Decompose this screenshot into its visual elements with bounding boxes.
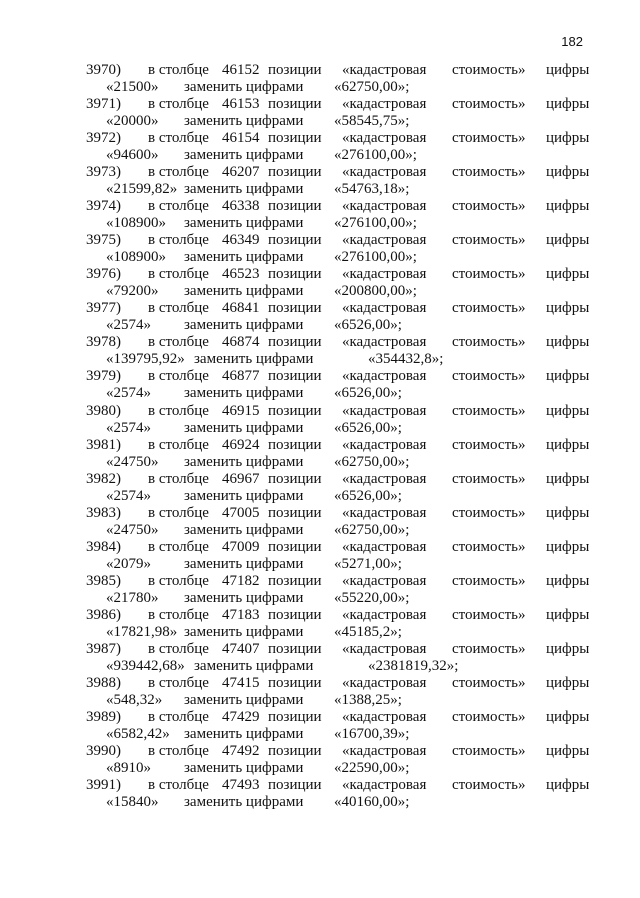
position-number: 47009 (222, 538, 260, 555)
old-value: «139795,92» (106, 351, 185, 368)
position-label: позиции (268, 334, 322, 351)
amendment-entry (0, 777, 640, 811)
position-label: позиции (268, 62, 322, 78)
replace-text: заменить цифрами (184, 555, 304, 572)
position-label: позиции (268, 164, 322, 181)
entry-number: 3985) (86, 572, 121, 589)
amendment-entry (0, 96, 640, 130)
old-value: «2079» (106, 555, 151, 572)
in-column-text: в столбце (148, 232, 209, 249)
entry-number: 3988) (86, 674, 121, 691)
value-text: стоимость» (452, 266, 526, 283)
position-label: позиции (268, 436, 322, 453)
entry-number: 3972) (86, 130, 121, 147)
in-column-text: в столбце (148, 198, 209, 215)
digits-text: цифры (546, 62, 590, 78)
entry-number: 3971) (86, 96, 121, 112)
replace-text: заменить цифрами (184, 215, 304, 232)
replace-text: заменить цифрами (184, 419, 304, 436)
entry-number: 3986) (86, 606, 121, 623)
old-value: «21500» (106, 79, 159, 95)
in-column-text: в столбце (148, 62, 209, 78)
amendment-entry (0, 300, 640, 334)
in-column-text: в столбце (148, 436, 209, 453)
position-label: позиции (268, 300, 322, 317)
in-column-text: в столбце (148, 674, 209, 691)
position-number: 47005 (222, 504, 260, 521)
position-label: позиции (268, 96, 322, 112)
digits-text: цифры (546, 96, 590, 112)
entry-number: 3976) (86, 266, 121, 283)
new-value: «62750,00»; (334, 453, 410, 470)
entry-number: 3989) (86, 708, 121, 725)
in-column-text: в столбце (148, 640, 209, 657)
position-label: позиции (268, 674, 322, 691)
amendment-entry (0, 607, 640, 641)
digits-text: цифры (546, 436, 590, 453)
position-number: 46924 (222, 436, 260, 453)
digits-text: цифры (546, 743, 590, 759)
amendment-entry (0, 743, 640, 777)
position-label: позиции (268, 266, 322, 283)
new-value: «22590,00»; (334, 760, 410, 776)
replace-text: заменить цифрами (184, 317, 304, 334)
value-text: стоимость» (452, 708, 526, 725)
amendment-entry (0, 539, 640, 573)
entry-number: 3982) (86, 470, 121, 487)
entry-number: 3983) (86, 504, 121, 521)
amendment-entry (0, 403, 640, 437)
position-label: позиции (268, 777, 322, 793)
digits-text: цифры (546, 708, 590, 725)
in-column-text: в столбце (148, 130, 209, 147)
position-label: позиции (268, 402, 322, 419)
value-text: стоимость» (452, 436, 526, 453)
digits-text: цифры (546, 402, 590, 419)
old-value: «2574» (106, 317, 151, 334)
cadastral-text: «кадастровая (342, 62, 427, 78)
replace-text: заменить цифрами (184, 453, 304, 470)
new-value: «6526,00»; (334, 487, 402, 504)
replace-text: заменить цифрами (184, 691, 304, 708)
position-number: 46915 (222, 402, 260, 419)
cadastral-text: «кадастровая (342, 198, 427, 215)
in-column-text: в столбце (148, 164, 209, 181)
position-number: 47415 (222, 674, 260, 691)
amendment-entry (0, 62, 640, 96)
digits-text: цифры (546, 470, 590, 487)
page-number: 182 (561, 34, 583, 49)
new-value: «276100,00»; (334, 215, 417, 232)
amendment-entry (0, 709, 640, 743)
amendment-entry (0, 675, 640, 709)
old-value: «21780» (106, 589, 159, 606)
position-number: 47492 (222, 743, 260, 759)
entry-number: 3975) (86, 232, 121, 249)
digits-text: цифры (546, 606, 590, 623)
in-column-text: в столбце (148, 708, 209, 725)
cadastral-text: «кадастровая (342, 164, 427, 181)
position-number: 46967 (222, 470, 260, 487)
position-number: 46207 (222, 164, 260, 181)
entry-number: 3990) (86, 743, 121, 759)
replace-text: заменить цифрами (184, 181, 304, 198)
in-column-text: в столбце (148, 743, 209, 759)
position-label: позиции (268, 232, 322, 249)
position-label: позиции (268, 130, 322, 147)
replace-text: заменить цифрами (194, 351, 314, 368)
old-value: «2574» (106, 419, 151, 436)
replace-text: заменить цифрами (184, 794, 304, 810)
entry-number: 3987) (86, 640, 121, 657)
replace-text: заменить цифрами (184, 589, 304, 606)
old-value: «548,32» (106, 691, 163, 708)
old-value: «8910» (106, 760, 151, 776)
position-number: 46841 (222, 300, 260, 317)
value-text: стоимость» (452, 470, 526, 487)
value-text: стоимость» (452, 198, 526, 215)
new-value: «354432,8»; (368, 351, 444, 368)
digits-text: цифры (546, 130, 590, 147)
new-value: «58545,75»; (334, 113, 410, 129)
position-label: позиции (268, 470, 322, 487)
digits-text: цифры (546, 232, 590, 249)
new-value: «1388,25»; (334, 691, 402, 708)
new-value: «62750,00»; (334, 521, 410, 538)
position-number: 46154 (222, 130, 260, 147)
replace-text: заменить цифрами (184, 113, 304, 129)
replace-text: заменить цифрами (184, 249, 304, 266)
amendment-entry (0, 573, 640, 607)
digits-text: цифры (546, 640, 590, 657)
amendment-entry (0, 334, 640, 368)
entry-number: 3974) (86, 198, 121, 215)
value-text: стоимость» (452, 743, 526, 759)
new-value: «2381819,32»; (368, 657, 459, 674)
cadastral-text: «кадастровая (342, 504, 427, 521)
position-number: 47407 (222, 640, 260, 657)
position-label: позиции (268, 606, 322, 623)
new-value: «55220,00»; (334, 589, 410, 606)
digits-text: цифры (546, 504, 590, 521)
value-text: стоимость» (452, 538, 526, 555)
value-text: стоимость» (452, 232, 526, 249)
in-column-text: в столбце (148, 777, 209, 793)
old-value: «15840» (106, 794, 159, 810)
cadastral-text: «кадастровая (342, 334, 427, 351)
entry-number: 3981) (86, 436, 121, 453)
replace-text: заменить цифрами (184, 623, 304, 640)
old-value: «79200» (106, 283, 159, 300)
old-value: «2574» (106, 487, 151, 504)
cadastral-text: «кадастровая (342, 402, 427, 419)
replace-text: заменить цифрами (184, 725, 304, 742)
new-value: «6526,00»; (334, 385, 402, 402)
position-number: 46153 (222, 96, 260, 112)
entry-number: 3973) (86, 164, 121, 181)
position-number: 46152 (222, 62, 260, 78)
entry-number: 3979) (86, 368, 121, 385)
old-value: «24750» (106, 521, 159, 538)
value-text: стоимость» (452, 164, 526, 181)
value-text: стоимость» (452, 62, 526, 78)
in-column-text: в столбце (148, 300, 209, 317)
cadastral-text: «кадастровая (342, 470, 427, 487)
new-value: «45185,2»; (334, 623, 402, 640)
replace-text: заменить цифрами (184, 385, 304, 402)
old-value: «108900» (106, 249, 166, 266)
old-value: «21599,82» (106, 181, 178, 198)
cadastral-text: «кадастровая (342, 606, 427, 623)
entry-number: 3977) (86, 300, 121, 317)
new-value: «54763,18»; (334, 181, 410, 198)
amendment-entry (0, 198, 640, 232)
value-text: стоимость» (452, 572, 526, 589)
replace-text: заменить цифрами (184, 760, 304, 776)
entry-number: 3984) (86, 538, 121, 555)
digits-text: цифры (546, 777, 590, 793)
value-text: стоимость» (452, 504, 526, 521)
value-text: стоимость» (452, 674, 526, 691)
amendment-entry (0, 641, 640, 675)
new-value: «6526,00»; (334, 317, 402, 334)
new-value: «276100,00»; (334, 147, 417, 164)
digits-text: цифры (546, 572, 590, 589)
position-number: 46523 (222, 266, 260, 283)
in-column-text: в столбце (148, 334, 209, 351)
in-column-text: в столбце (148, 368, 209, 385)
value-text: стоимость» (452, 96, 526, 112)
in-column-text: в столбце (148, 96, 209, 112)
position-number: 46877 (222, 368, 260, 385)
value-text: стоимость» (452, 606, 526, 623)
value-text: стоимость» (452, 300, 526, 317)
cadastral-text: «кадастровая (342, 96, 427, 112)
digits-text: цифры (546, 674, 590, 691)
amendment-entry (0, 164, 640, 198)
cadastral-text: «кадастровая (342, 743, 427, 759)
position-number: 46338 (222, 198, 260, 215)
in-column-text: в столбце (148, 572, 209, 589)
entry-number: 3980) (86, 402, 121, 419)
cadastral-text: «кадастровая (342, 538, 427, 555)
value-text: стоимость» (452, 130, 526, 147)
digits-text: цифры (546, 334, 590, 351)
position-label: позиции (268, 743, 322, 759)
value-text: стоимость» (452, 402, 526, 419)
new-value: «40160,00»; (334, 794, 410, 810)
position-label: позиции (268, 198, 322, 215)
old-value: «939442,68» (106, 657, 185, 674)
value-text: стоимость» (452, 777, 526, 793)
position-label: позиции (268, 708, 322, 725)
position-number: 47493 (222, 777, 260, 793)
amendment-entry (0, 437, 640, 471)
new-value: «276100,00»; (334, 249, 417, 266)
new-value: «62750,00»; (334, 79, 410, 95)
digits-text: цифры (546, 300, 590, 317)
in-column-text: в столбце (148, 402, 209, 419)
cadastral-text: «кадастровая (342, 232, 427, 249)
position-number: 47429 (222, 708, 260, 725)
digits-text: цифры (546, 538, 590, 555)
cadastral-text: «кадастровая (342, 436, 427, 453)
digits-text: цифры (546, 198, 590, 215)
entry-number: 3991) (86, 777, 121, 793)
cadastral-text: «кадастровая (342, 572, 427, 589)
position-label: позиции (268, 572, 322, 589)
old-value: «20000» (106, 113, 159, 129)
in-column-text: в столбце (148, 266, 209, 283)
old-value: «108900» (106, 215, 166, 232)
digits-text: цифры (546, 164, 590, 181)
cadastral-text: «кадастровая (342, 640, 427, 657)
amendment-entry (0, 232, 640, 266)
old-value: «94600» (106, 147, 159, 164)
amendment-entry (0, 471, 640, 505)
replace-text: заменить цифрами (184, 521, 304, 538)
entry-number: 3978) (86, 334, 121, 351)
cadastral-text: «кадастровая (342, 674, 427, 691)
cadastral-text: «кадастровая (342, 300, 427, 317)
old-value: «2574» (106, 385, 151, 402)
replace-text: заменить цифрами (184, 487, 304, 504)
position-number: 46349 (222, 232, 260, 249)
new-value: «16700,39»; (334, 725, 410, 742)
value-text: стоимость» (452, 334, 526, 351)
value-text: стоимость» (452, 368, 526, 385)
position-number: 47183 (222, 606, 260, 623)
in-column-text: в столбце (148, 606, 209, 623)
position-label: позиции (268, 538, 322, 555)
digits-text: цифры (546, 368, 590, 385)
value-text: стоимость» (452, 640, 526, 657)
position-label: позиции (268, 504, 322, 521)
amendment-entry (0, 266, 640, 300)
amendment-entry (0, 368, 640, 402)
new-value: «5271,00»; (334, 555, 402, 572)
position-label: позиции (268, 368, 322, 385)
in-column-text: в столбце (148, 504, 209, 521)
cadastral-text: «кадастровая (342, 777, 427, 793)
cadastral-text: «кадастровая (342, 368, 427, 385)
entry-number: 3970) (86, 62, 121, 78)
old-value: «24750» (106, 453, 159, 470)
position-number: 46874 (222, 334, 260, 351)
old-value: «17821,98» (106, 623, 178, 640)
in-column-text: в столбце (148, 470, 209, 487)
new-value: «6526,00»; (334, 419, 402, 436)
cadastral-text: «кадастровая (342, 130, 427, 147)
amendment-entry (0, 130, 640, 164)
old-value: «6582,42» (106, 725, 170, 742)
cadastral-text: «кадастровая (342, 266, 427, 283)
digits-text: цифры (546, 266, 590, 283)
replace-text: заменить цифрами (184, 79, 304, 95)
replace-text: заменить цифрами (184, 147, 304, 164)
replace-text: заменить цифрами (184, 283, 304, 300)
in-column-text: в столбце (148, 538, 209, 555)
position-label: позиции (268, 640, 322, 657)
replace-text: заменить цифрами (194, 657, 314, 674)
amendment-entry (0, 505, 640, 539)
new-value: «200800,00»; (334, 283, 417, 300)
cadastral-text: «кадастровая (342, 708, 427, 725)
position-number: 47182 (222, 572, 260, 589)
